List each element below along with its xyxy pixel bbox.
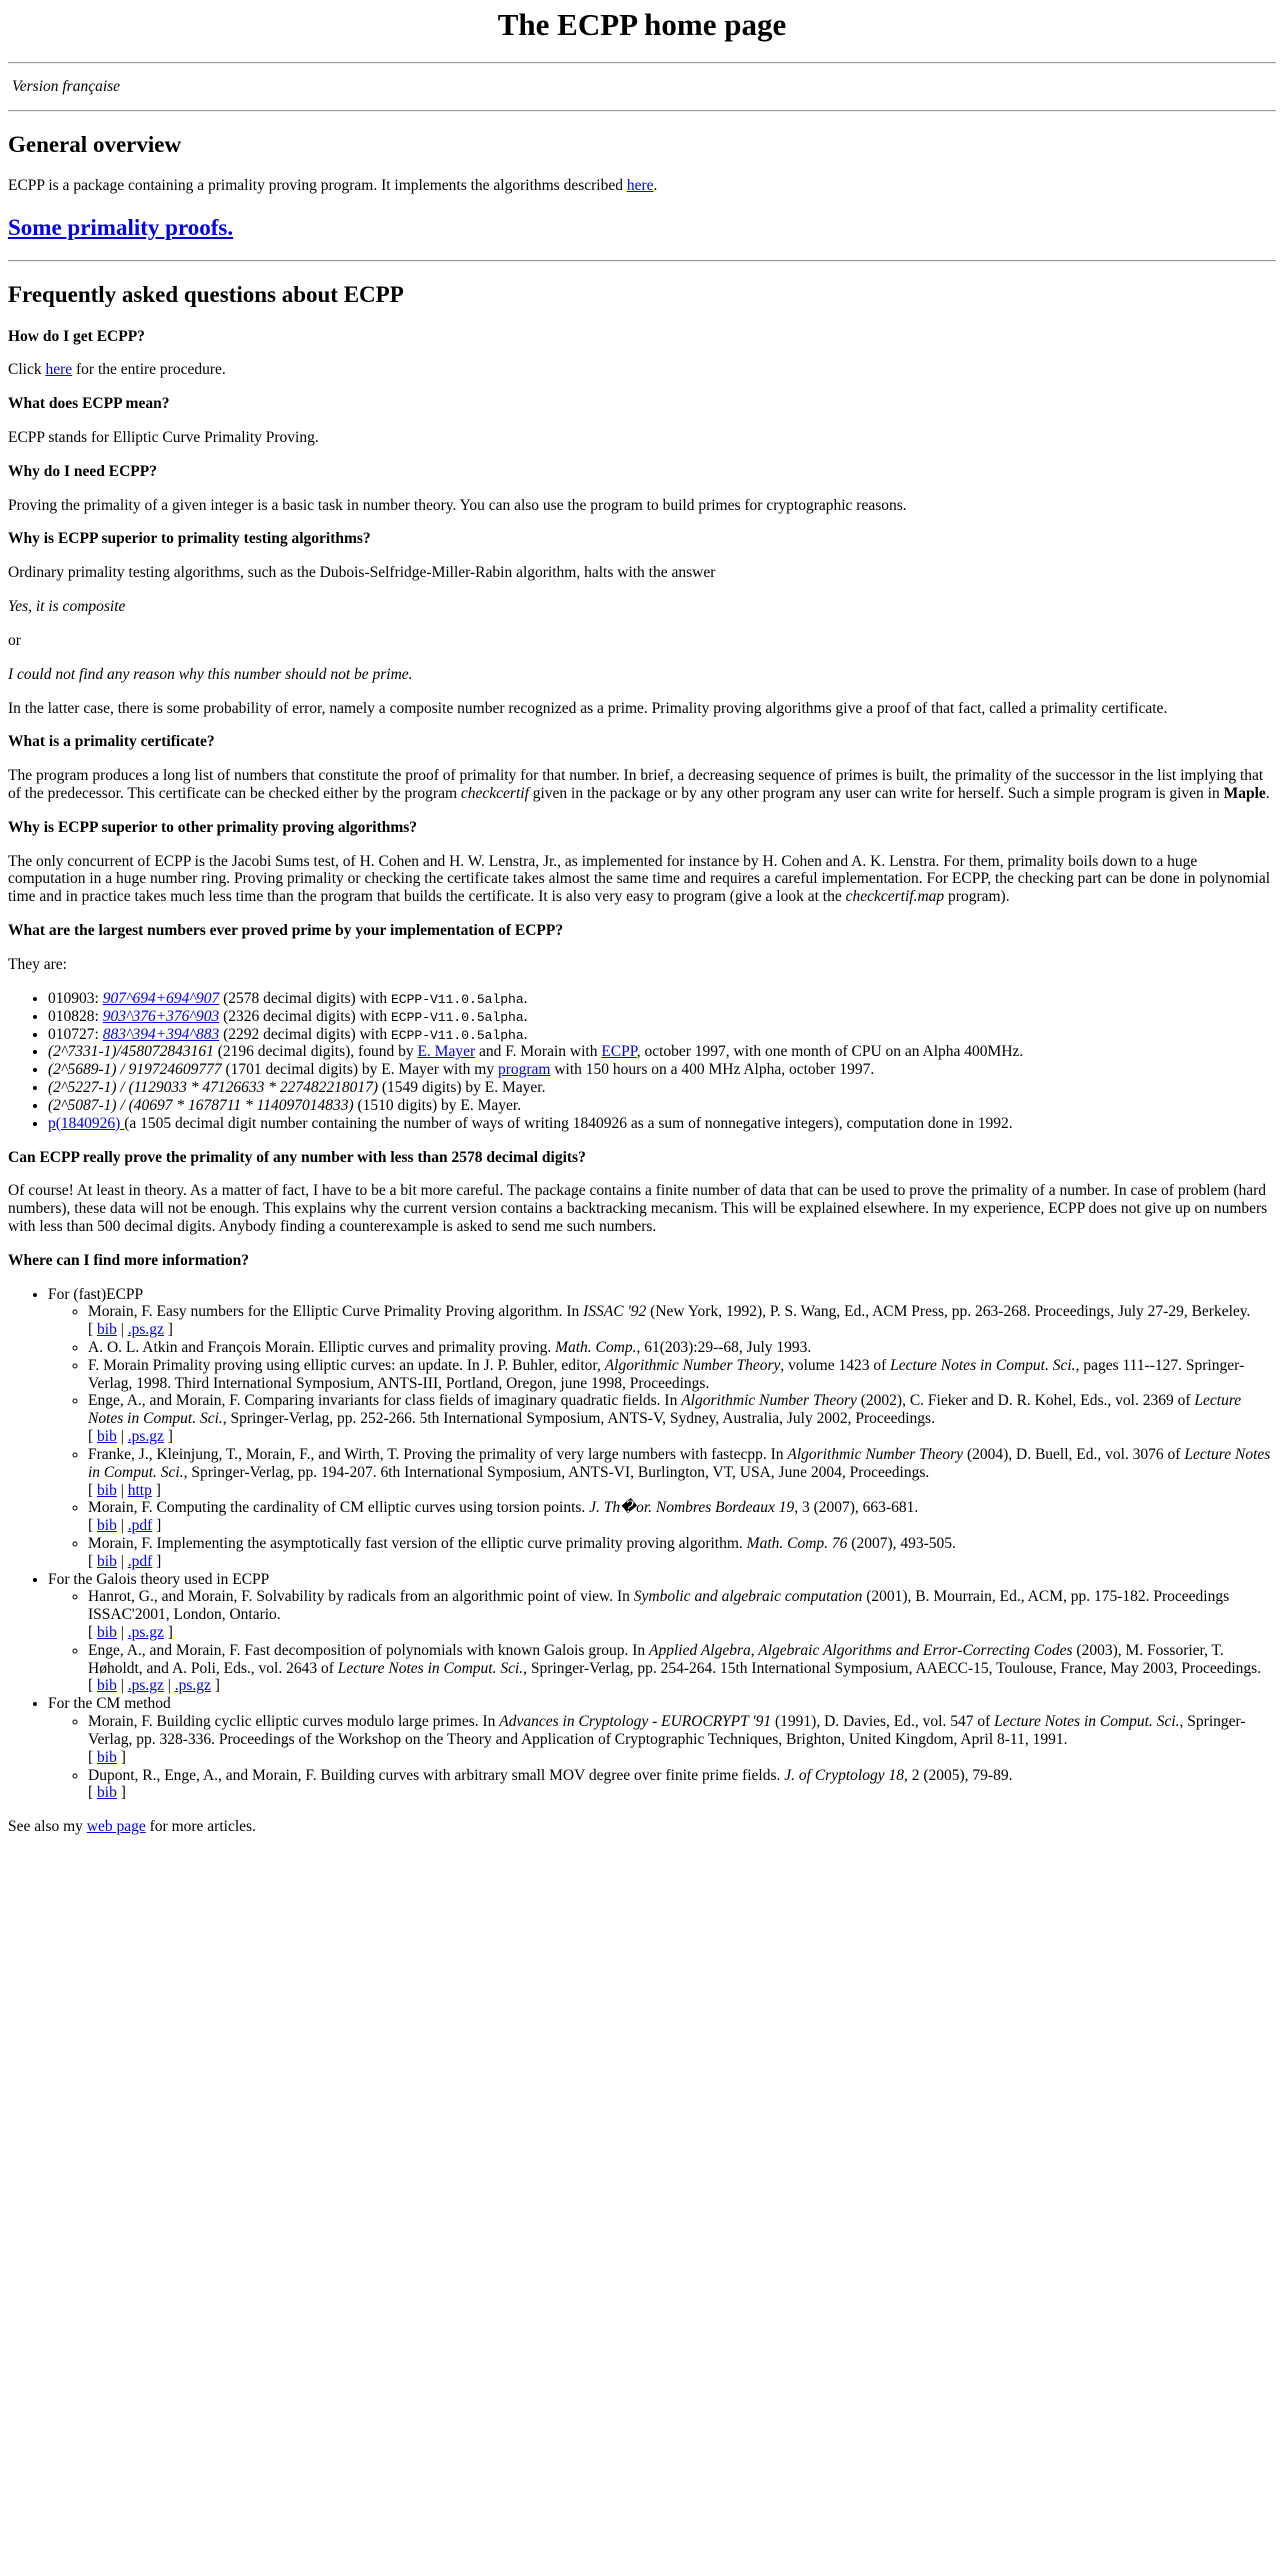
faq-answer: The only concurrent of ECPP is the Jacobi Sums test, of H. Cohen and H. W. Lenstra, Jr., as implemented for instance by H. Cohen and A. K. Lenstra. For them, primality boils down to a huge computation in a huge number ring. Proving primality or checking the certificate takes almost the same time and requires a careful implementation. For ECPP, the checking part can be done in polynomial time and in practice takes much less time than the program that builds the certificate. It is also very easy to program (give a look at the checkcertif.map program). xyxy=(8,852,1271,906)
list-item: • 010903: 907^694+694^907 (2578 decimal digits) with ECPP-V11.0.5alpha. xyxy=(48,990,1276,1008)
psgz-link[interactable]: .ps.gz xyxy=(127,1624,164,1642)
procedure-here-link[interactable]: here xyxy=(45,361,73,379)
faq-answer: In the latter case, there is some probability of error, namely a composite number recognized as a prime. Primality proving algorithms give a proof of that fact, called a primality certificate. xyxy=(8,699,1168,717)
psgz-link[interactable]: .ps.gz xyxy=(127,1321,164,1339)
list-item: • (2^5689-1) / 919724609777 (1701 decimal digits) by E. Mayer with my program with 150 hours on a 400 MHz Alpha, october 1997. xyxy=(48,1061,1276,1079)
faq-answer: They are: xyxy=(8,955,67,973)
overview-heading: General overview xyxy=(8,131,182,157)
references-list xyxy=(8,1286,1276,1803)
ecpp-link[interactable]: ECPP xyxy=(601,1043,637,1061)
faq-answer: Click here for the entire procedure. xyxy=(8,361,226,379)
record-number-link[interactable]: 903^376+376^903 xyxy=(102,1007,220,1025)
reference-item: ◦ Morain, F. Building cyclic elliptic curves modulo large primes. In Advances in Cryptology - EUROCRYPT '91 (1991), D. Davies, Ed., vol. 547 of Lecture Notes in Comput. Sci., Springer-Verlag, pp. 328-336. Proceedings of the Workshop on the Theory and Application of Cryptographic Techniques, Brighton, United Kingdom, April 8-11, 1991. [ bib ] xyxy=(88,1713,1276,1766)
reference-item: ◦ Morain, F. Computing the cardinality of CM elliptic curves using torsion points. J. Th�or. Nombres Bordeaux 19, 3 (2007), 663-681. [ bib | .pdf ] xyxy=(88,1499,1276,1535)
divider xyxy=(8,260,1276,262)
faq-question: Can ECPP really prove the primality of any number with less than 2578 decimal digits? xyxy=(8,1148,586,1166)
language-link[interactable]: Version française xyxy=(12,78,121,96)
psgz-link[interactable]: .ps.gz xyxy=(127,1677,164,1695)
primality-proofs-link[interactable]: Some primality proofs. xyxy=(8,215,234,241)
reference-item: ◦ Enge, A., and Morain, F. Fast decomposition of polynomials with known Galois group. In Applied Algebra, Algebraic Algorithms and Error-Correcting Codes (2003), M. Fossorier, T. Høholdt, and A. Poli, Eds., vol. 2643 of Lecture Notes in Comput. Sci., Springer-Verlag, pp. 254-264. 15th International Symposium, AAECC-15, Toulouse, France, May 2003, Proceedings. [ bib | .ps.gz | .ps.gz ] xyxy=(88,1642,1276,1695)
partition-link[interactable]: p(1840926) xyxy=(48,1114,125,1132)
faq-question: What does ECPP mean? xyxy=(8,395,170,413)
faq-heading: Frequently asked questions about ECPP xyxy=(8,282,404,308)
list-item: • For the Galois theory used in ECPP ◦ Hanrot, G., and Morain, F. Solvability by radicals from an algorithmic point of view. In Symbolic and algebraic computation (2001), B. Mourrain, Ed., ACM, pp. 175-182. Proceedings ISSAC'2001, London, Ontario. [ bib | .ps.gz ] ◦ Enge, A., and Morain, F. Fast decomposition of polynomials with known Galois group. In Applied Algebra, Algebraic Algorithms and Error-Correcting Codes (2003), M. Fossorier, T. Høholdt, and A. Poli, Eds., vol. 2643 of Lecture Notes in Comput. Sci., Springer-Verlag, pp. 254-264. 15th International Symposium, AAECC-15, Toulouse, France, May 2003, Proceedings. [ bib | .ps.gz | .ps.gz ] xyxy=(48,1571,1276,1696)
faq-answer: Yes, it is composite xyxy=(8,598,126,616)
reference-item: ◦ Dupont, R., Enge, A., and Morain, F. Building curves with arbitrary small MOV degree over finite prime fields. J. of Cryptology 18, 2 (2005), 79-89. [ bib ] xyxy=(88,1767,1276,1803)
faq-answer: ECPP stands for Elliptic Curve Primality Proving. xyxy=(8,429,319,447)
pdf-link[interactable]: .pdf xyxy=(127,1552,153,1570)
divider xyxy=(8,110,1276,112)
program-link[interactable]: program xyxy=(497,1061,551,1079)
faq-answer: The program produces a long list of numbers that constitute the proof of primality for that number. In brief, a decreasing sequence of primes is built, the primality of the successor in the list implying that of the predecessor. This certificate can be checked either by the program checkcertif given in the package or by any other program any user can write for herself. Such a simple program is given in Maple. xyxy=(8,767,1270,802)
bib-link[interactable]: bib xyxy=(97,1624,117,1642)
reference-item: ◦ Franke, J., Kleinjung, T., Morain, F., and Wirth, T. Proving the primality of very large numbers with fastecpp. In Algorithmic Number Theory (2004), D. Buell, Ed., vol. 3076 of Lecture Notes in Comput. Sci., Springer-Verlag, pp. 194-207. 6th International Symposium, ANTS-VI, Burlington, VT, USA, June 2004, Proceedings. [ bib | http ] xyxy=(88,1446,1276,1499)
overview-text: ECPP is a package containing a primality proving program. It implements the algorithms described here. xyxy=(8,177,658,195)
bib-link[interactable]: bib xyxy=(97,1784,117,1802)
list-item: • For the CM method ◦ Morain, F. Building cyclic elliptic curves modulo large primes. In Advances in Cryptology - EUROCRYPT '91 (1991), D. Davies, Ed., vol. 547 of Lecture Notes in Comput. Sci., Springer-Verlag, pp. 328-336. Proceedings of the Workshop on the Theory and Application of Cryptographic Techniques, Brighton, United Kingdom, April 8-11, 1991. [ bib ] ◦ Dupont, R., Enge, A., and Morain, F. Building curves with arbitrary small MOV degree over finite prime fields. J. of Cryptology 18, 2 (2005), 79-89. [ bib ] xyxy=(48,1695,1276,1802)
record-number-link[interactable]: 883^394+394^883 xyxy=(102,1025,220,1043)
list-item: • 010828: 903^376+376^903 (2326 decimal digits) with ECPP-V11.0.5alpha. xyxy=(48,1008,1276,1026)
psgz-link[interactable]: .ps.gz xyxy=(127,1428,164,1446)
faq-question: What is a primality certificate? xyxy=(8,733,215,751)
list-item: • (2^5227-1) / (1129033 * 47126633 * 227482218017) (1549 digits) by E. Mayer. xyxy=(48,1079,1276,1097)
record-number-link[interactable]: 907^694+694^907 xyxy=(102,989,220,1007)
list-item: • (2^5087-1) / (40697 * 1678711 * 114097014833) (1510 digits) by E. Mayer. xyxy=(48,1097,1276,1115)
bib-link[interactable]: bib xyxy=(97,1517,117,1535)
list-item: • (2^7331-1)/458072843161 (2196 decimal digits), found by E. Mayer and F. Morain with ECPP, october 1997, with one month of CPU on an Alpha 400MHz. xyxy=(48,1043,1276,1061)
records-list xyxy=(8,990,1276,1133)
faq-question: Why do I need ECPP? xyxy=(8,462,157,480)
list-item: • For (fast)ECPP ◦ Morain, F. Easy numbers for the Elliptic Curve Primality Proving algorithm. In ISSAC '92 (New York, 1992), P. S. Wang, Ed., ACM Press, pp. 263-268. Proceedings, July 27-29, Berkeley. [ bib | .ps.gz ] ◦ A. O. L. Atkin and François Morain. Elliptic curves and primality proving. Math. Comp., 61(203):29--68, July 1993. ◦ F. Morain Primality proving using elliptic curves: an update. In J. P. Buhler, editor, Algorithmic Number Theory, volume 1423 of Lecture Notes in Comput. Sci., pages 111--127. Springer-Verlag, 1998. Third International Symposium, ANTS-III, Portland, Oregon, june 1998, Proceedings. ◦ Enge, A., and Morain, F. Comparing invariants for class fields of imaginary quadratic fields. In Algorithmic Number Theory (2002), C. Fieker and D. R. Kohel, Eds., vol. 2369 of Lecture Notes in Comput. Sci., Springer-Verlag, pp. 252-266. 5th International Symposium, ANTS-V, Sydney, Australia, July 2002, Proceedings. [ bib | .ps.gz ] ◦ Franke, J., Kleinjung, T., Morain, F., and Wirth, T. Proving the primality of very large numbers with fastecpp. In Algorithmic Number Theory (2004), D. Buell, Ed., vol. 3076 of Lecture Notes in Comput. Sci., Springer-Verlag, pp. 194-207. 6th International Symposium, ANTS-VI, Burlington, VT, USA, June 2004, Proceedings. [ bib | http ] ◦ Morain, F. Computing the cardinality of CM elliptic curves using torsion points. J. Th�or. Nombres Bordeaux 19, 3 (2007), 663-681. [ bib | .pdf ] ◦ Morain, F. Implementing the asymptotically fast version of the elliptic curve primality proving algorithm. Math. Comp. 76 (2007), 493-505. [ bib | .pdf ] xyxy=(48,1286,1276,1571)
reference-item: ◦ Hanrot, G., and Morain, F. Solvability by radicals from an algorithmic point of view. In Symbolic and algebraic computation (2001), B. Mourrain, Ed., ACM, pp. 175-182. Proceedings ISSAC'2001, London, Ontario. [ bib | .ps.gz ] xyxy=(88,1588,1276,1641)
bib-link[interactable]: bib xyxy=(97,1481,117,1499)
psgz-link[interactable]: .ps.gz xyxy=(174,1677,211,1695)
reference-item: ◦ Enge, A., and Morain, F. Comparing invariants for class fields of imaginary quadratic fields. In Algorithmic Number Theory (2002), C. Fieker and D. R. Kohel, Eds., vol. 2369 of Lecture Notes in Comput. Sci., Springer-Verlag, pp. 252-266. 5th International Symposium, ANTS-V, Sydney, Australia, July 2002, Proceedings. [ bib | .ps.gz ] xyxy=(88,1392,1276,1445)
divider xyxy=(8,62,1276,64)
faq-answer: Proving the primality of a given integer is a basic task in number theory. You can also use the program to build primes for cryptographic reasons. xyxy=(8,496,907,514)
bib-link[interactable]: bib xyxy=(97,1677,117,1695)
faq-answer: Ordinary primality testing algorithms, such as the Dubois-Selfridge-Miller-Rabin algorithm, halts with the answer xyxy=(8,564,716,582)
pdf-link[interactable]: .pdf xyxy=(127,1517,153,1535)
reference-item: ◦ F. Morain Primality proving using elliptic curves: an update. In J. P. Buhler, editor, Algorithmic Number Theory, volume 1423 of Lecture Notes in Comput. Sci., pages 111--127. Springer-Verlag, 1998. Third International Symposium, ANTS-III, Portland, Oregon, june 1998, Proceedings. xyxy=(88,1357,1276,1393)
faq-question: Why is ECPP superior to primality testing algorithms? xyxy=(8,530,371,548)
web-page-link[interactable]: web page xyxy=(86,1818,146,1836)
overview-here-link[interactable]: here xyxy=(626,177,654,195)
footer-text: See also my web page for more articles. xyxy=(8,1818,256,1836)
bib-link[interactable]: bib xyxy=(97,1552,117,1570)
mayer-link[interactable]: E. Mayer xyxy=(417,1043,476,1061)
faq-question: How do I get ECPP? xyxy=(8,327,145,345)
page-title: The ECPP home page xyxy=(497,7,787,42)
faq-answer: I could not find any reason why this number should not be prime. xyxy=(8,665,413,683)
faq-answer: or xyxy=(8,631,21,649)
reference-item: ◦ Morain, F. Implementing the asymptotically fast version of the elliptic curve primality proving algorithm. Math. Comp. 76 (2007), 493-505. [ bib | .pdf ] xyxy=(88,1535,1276,1571)
reference-item: ◦ A. O. L. Atkin and François Morain. Elliptic curves and primality proving. Math. Comp., 61(203):29--68, July 1993. xyxy=(88,1339,1276,1357)
bib-link[interactable]: bib xyxy=(97,1748,117,1766)
list-item: • p(1840926) (a 1505 decimal digit number containing the number of ways of writing 1840926 as a sum of nonnegative integers), computation done in 1992. xyxy=(48,1115,1276,1133)
http-link[interactable]: http xyxy=(127,1481,152,1499)
faq-question: Where can I find more information? xyxy=(8,1251,249,1269)
bib-link[interactable]: bib xyxy=(97,1321,117,1339)
faq-answer: Of course! At least in theory. As a matter of fact, I have to be a bit more careful. The package contains a finite number of data that can be used to prove the primality of a number. In case of problem (hard numbers), these data will not be enough. This explains why the current version contains a backtracking mecanism. This will be explained elsewhere. In my experience, ECPP does not give up on numbers with less than 500 decimal digits. Anybody finding a counterexample is asked to send me such numbers. xyxy=(8,1182,1268,1235)
faq-question: What are the largest numbers ever proved prime by your implementation of ECPP? xyxy=(8,922,564,940)
reference-item: ◦ Morain, F. Easy numbers for the Elliptic Curve Primality Proving algorithm. In ISSAC '92 (New York, 1992), P. S. Wang, Ed., ACM Press, pp. 263-268. Proceedings, July 27-29, Berkeley. [ bib | .ps.gz ] xyxy=(88,1303,1276,1339)
bib-link[interactable]: bib xyxy=(97,1428,117,1446)
list-item: • 010727: 883^394+394^883 (2292 decimal digits) with ECPP-V11.0.5alpha. xyxy=(48,1026,1276,1044)
faq-question: Why is ECPP superior to other primality proving algorithms? xyxy=(8,818,418,836)
